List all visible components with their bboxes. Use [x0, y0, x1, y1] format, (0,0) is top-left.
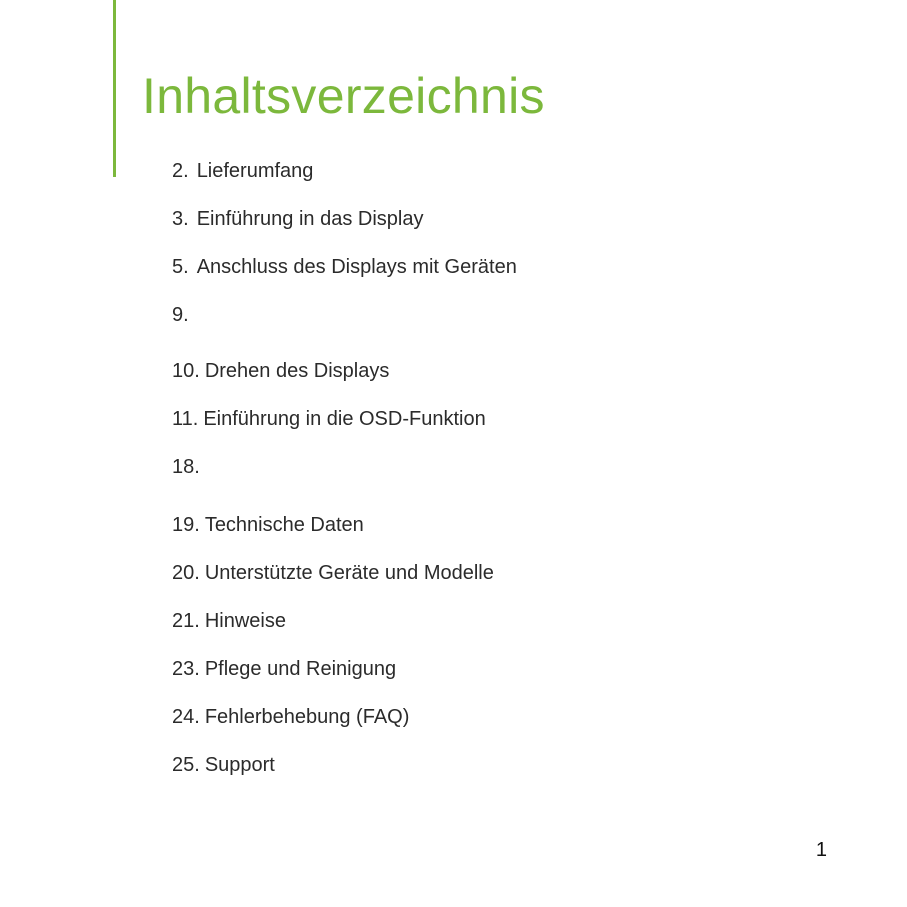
toc-entry-page: 11. — [172, 408, 199, 430]
toc-entry-page: 25. — [172, 754, 200, 776]
toc-entry[interactable] — [172, 655, 396, 683]
toc-entry-page: 10. — [172, 360, 200, 382]
toc-entry-title: Einführung in das Display — [196, 208, 424, 230]
toc-entry-page: 23. — [172, 658, 200, 680]
toc-entry-page: 18. — [172, 456, 200, 478]
toc-entry[interactable] — [172, 453, 205, 481]
toc-entry-title: Support — [204, 754, 275, 776]
toc-entry[interactable] — [172, 511, 364, 539]
toc-entry-page: 5. — [172, 256, 189, 278]
toc-entry-title: Technische Daten — [204, 514, 364, 536]
toc-entry-title: Anschluss des Displays mit Geräten — [196, 256, 517, 278]
toc-entry-title: Fehlerbehebung (FAQ) — [204, 706, 410, 728]
toc-entry[interactable] — [172, 751, 275, 779]
toc-entry-page: 24. — [172, 706, 200, 728]
toc-entry[interactable] — [172, 405, 486, 433]
page-number: 1 — [815, 839, 827, 861]
toc-entry-title: Unterstützte Geräte und Modelle — [204, 562, 494, 584]
toc-entry-page: 2. — [172, 160, 189, 182]
page-title: Inhaltsverzeichnis — [142, 68, 545, 124]
toc-entry-title: Pflege und Reinigung — [204, 658, 397, 680]
toc-entry-page: 19. — [172, 514, 200, 536]
table-of-contents — [172, 0, 772, 907]
toc-entry[interactable] — [172, 357, 389, 385]
toc-entry-title: Einführung in die OSD-Funktion — [203, 408, 486, 430]
toc-entry-page: 9. — [172, 304, 189, 326]
toc-entry-page: 3. — [172, 208, 189, 230]
toc-entry[interactable] — [172, 607, 286, 635]
toc-entry[interactable] — [172, 157, 313, 185]
toc-entry[interactable] — [172, 703, 409, 731]
toc-entry-title: Drehen des Displays — [204, 360, 390, 382]
accent-bar — [113, 0, 116, 177]
toc-entry[interactable] — [172, 301, 197, 329]
toc-entry-title: Hinweise — [204, 610, 286, 632]
toc-entry-page: 20. — [172, 562, 200, 584]
toc-entry[interactable] — [172, 205, 423, 233]
toc-entry-title: Lieferumfang — [196, 160, 314, 182]
toc-entry[interactable] — [172, 559, 494, 587]
toc-entry-page: 21. — [172, 610, 200, 632]
toc-entry[interactable] — [172, 253, 517, 281]
